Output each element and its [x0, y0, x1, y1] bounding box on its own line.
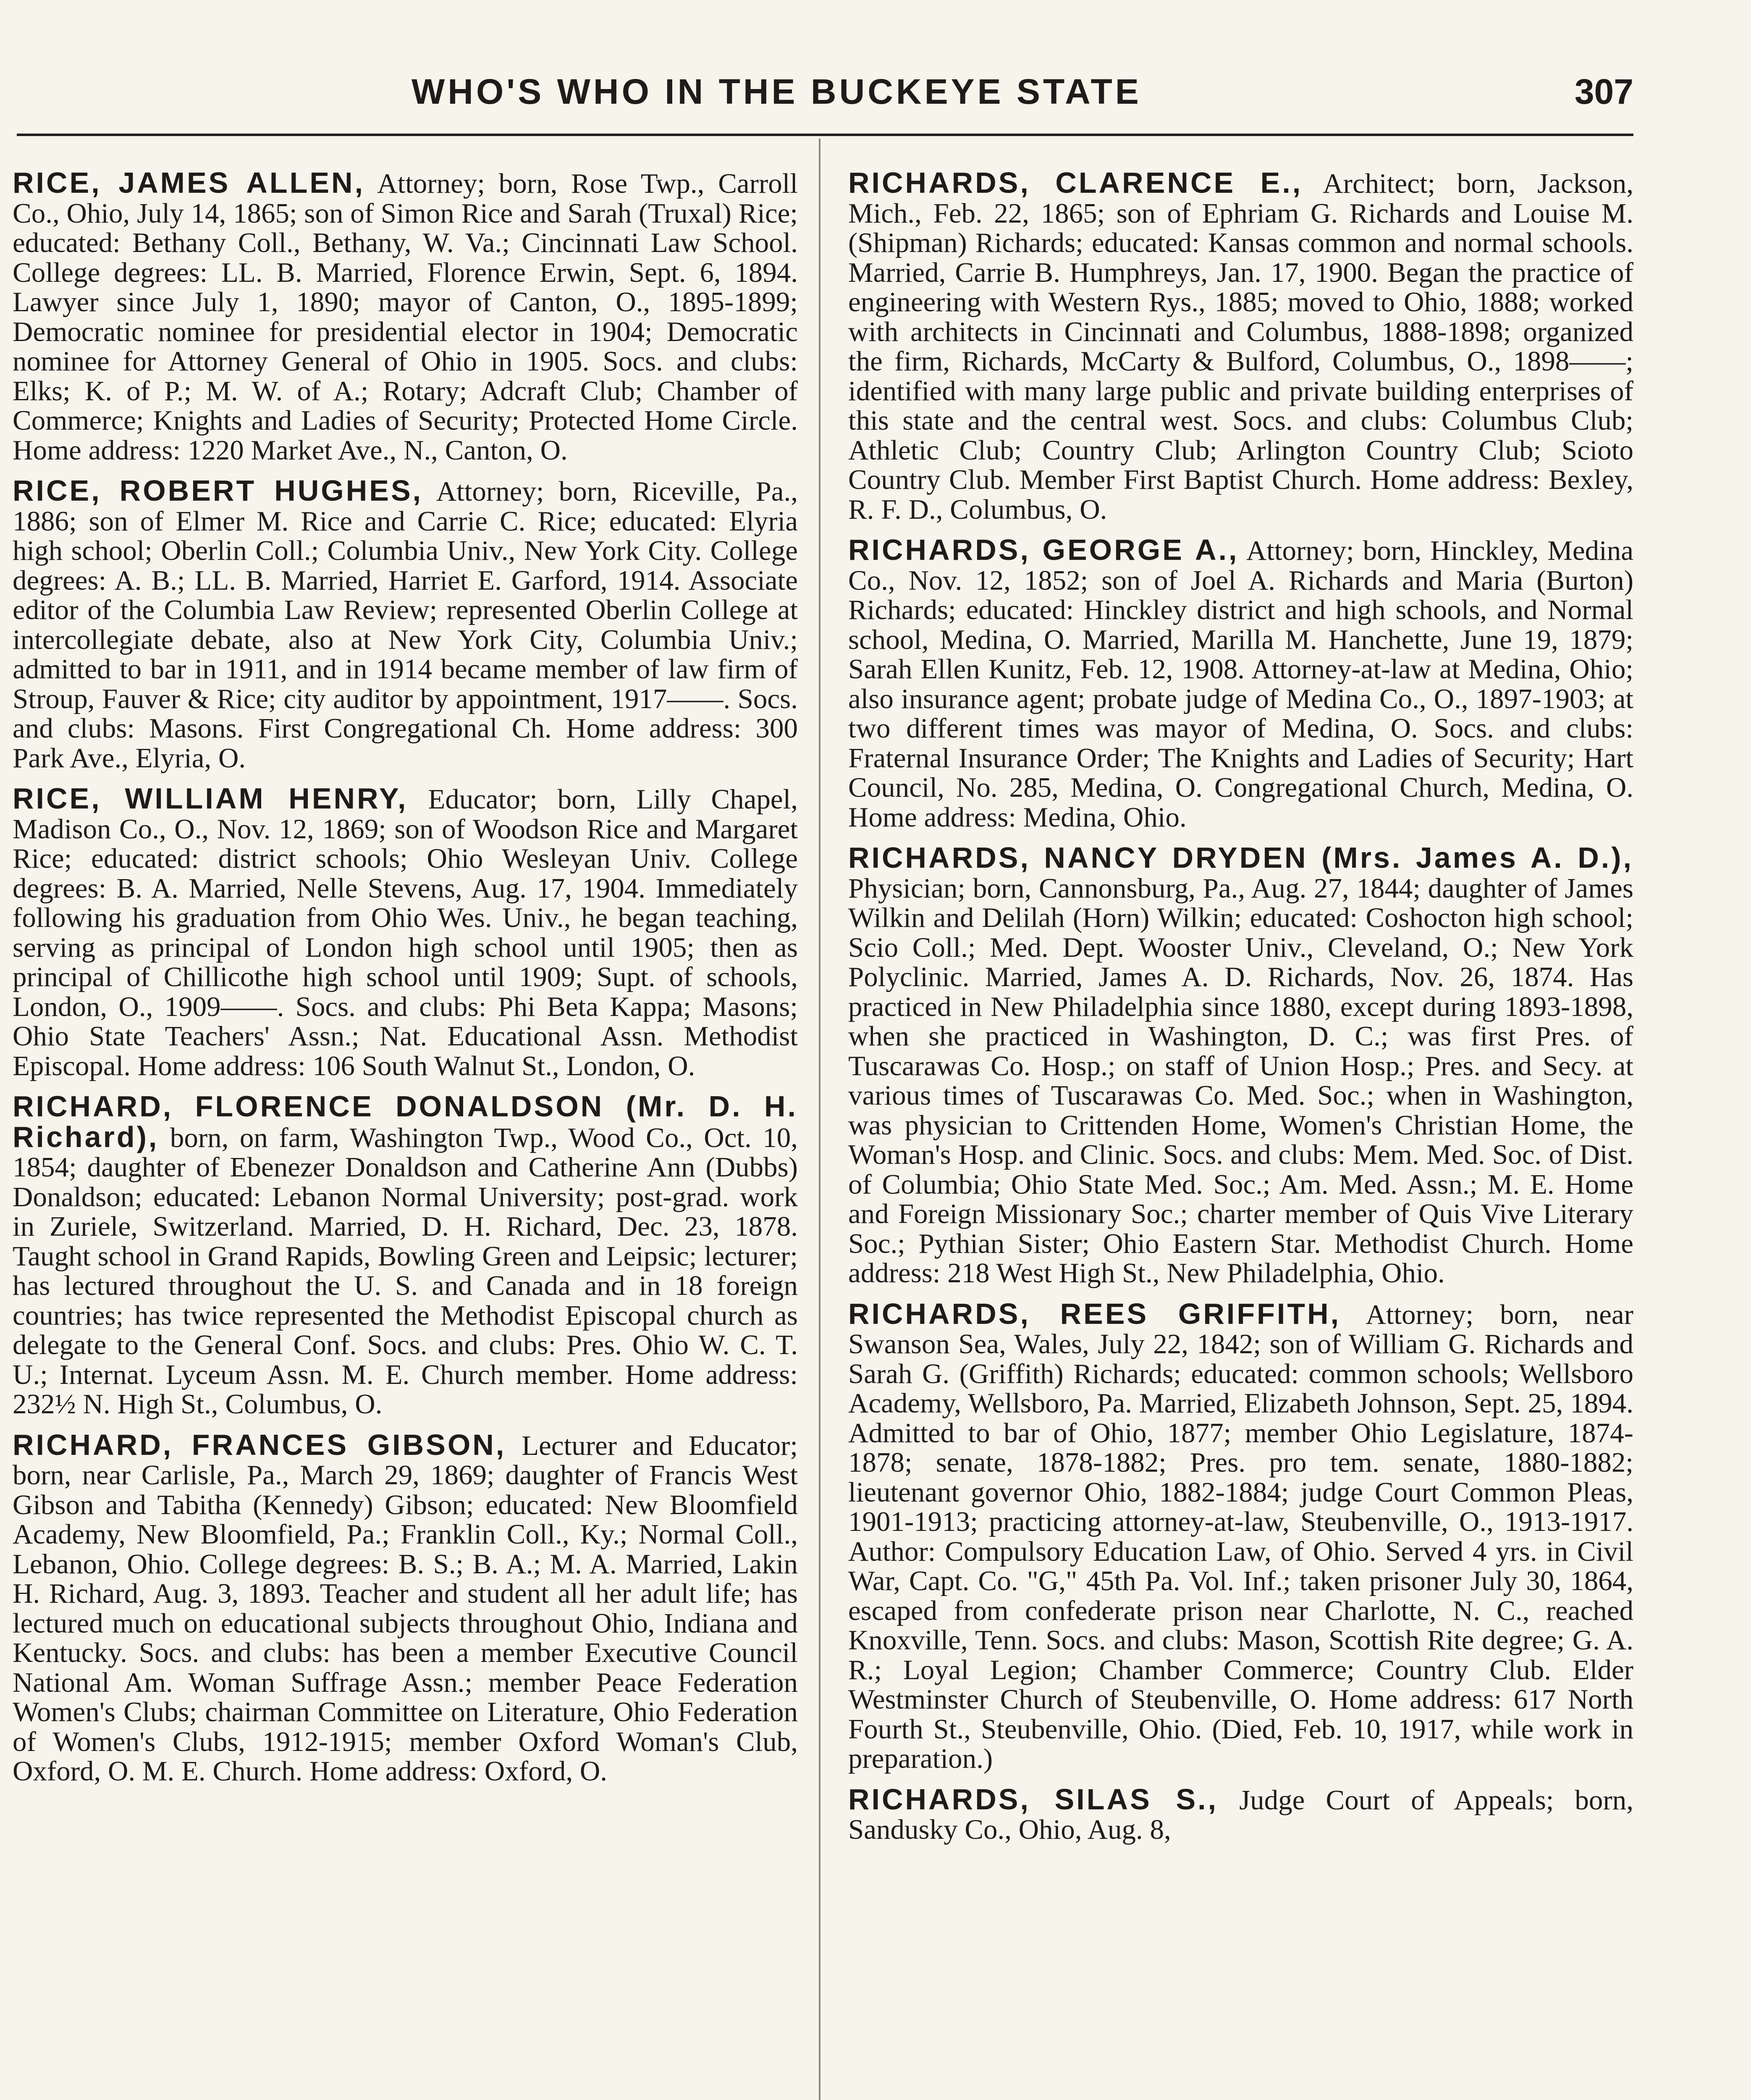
entry-body: Judge Court of Appeals; born, Sandusky Co., Ohio, Aug. 8, [848, 1784, 1633, 1845]
entry-body: Physician; born, Cannonsburg, Pa., Aug. 27, 1844; daughter of James Wilkin and Delilah (Horn) Wilkin; educated: Coshocton high school; Scio Coll.; Med. Dept. Wooster Univ., Cleveland, O.; New York Polyclinic. Married, James A. D. Richards, Nov. 26, 1874. Has practiced in New Philadelphia since 1880, except during 1893-1898, when she practiced in Washington, D. C.; was first Pres. of Tuscarawas Co. Hosp.; on staff of Union Hosp.; Pres. and Secy. at various times of Tuscarawas Co. Med. Soc.; when in Washington, was physician to Crittenden Home, Women's Christian Home, the Woman's Hosp. and Clinic. Socs. and clubs: Mem. Med. Soc. of Dist. of Columbia; Ohio State Med. Soc.; Am. Med. Assn.; M. E. Home and Foreign Missionary Soc.; charter member of Quis Vive Literary Soc.; Pythian Sister; Ohio Eastern Star. Methodist Church. Home address: 218 West High St., New Philadelphia, Ohio. [848, 872, 1633, 1289]
entry-name: RICHARD, FRANCES GIBSON, [13, 1428, 506, 1461]
entry-name: RICHARDS, GEORGE A., [848, 533, 1239, 566]
column-divider [819, 139, 820, 2100]
running-title: WHO'S WHO IN THE BUCKEYE STATE [412, 72, 1142, 111]
biography-entry [848, 535, 1633, 832]
entry-body: Educator; born, Lilly Chapel, Madison Co., O., Nov. 12, 1869; son of Woodson Rice and Margaret Rice; educated: district schools; Ohio Wesleyan Univ. College degrees: B. A. Married, Nelle Stevens, Aug. 17, 1904. Immediately following his graduation from Ohio Wes. Univ., he began teaching, serving as principal of London high school until 1905; then as principal of Chillicothe high school until 1909; Supt. of schools, London, O., 1909——. Socs. and clubs: Phi Beta Kappa; Masons; Ohio State Teachers' Assn.; Nat. Educational Assn. Methodist Episcopal. Home address: 106 South Walnut St., London, O. [13, 784, 798, 1082]
entry-text [13, 1092, 798, 1419]
entry-text [13, 476, 798, 773]
biography-entry [13, 1430, 798, 1786]
entry-name: RICHARDS, SILAS S., [848, 1782, 1219, 1816]
page-header [17, 63, 1633, 126]
right-column [848, 168, 1633, 1856]
entry-text [848, 1782, 1633, 1845]
entry-body: Attorney; born, near Swanson Sea, Wales, July 22, 1842; son of William G. Richards and Sarah G. (Griffith) Richards; educated: common schools; Wellsboro Academy, Wellsboro, Pa. Married, Elizabeth Johnson, Sept. 25, 1894. Admitted to bar of Ohio, 1877; member Ohio Legislature, 1874-1878; senate, 1878-1882; Pres. pro tem. senate, 1880-1882; lieutenant governor Ohio, 1882-1884; judge Court Common Pleas, 1901-1913; practicing attorney-at-law, Steubenville, O., 1913-1917. Author: Compulsory Education Law, of Ohio. Served 4 yrs. in Civil War, Capt. Co. "G," 45th Pa. Vol. Inf.; taken prisoner July 30, 1864, escaped from confederate prison near Charlotte, N. C., reached Knoxville, Tenn. Socs. and clubs: Mason, Scottish Rite degree; G. A. R.; Loyal Legion; Chamber Commerce; Country Club. Elder Westminster Church of Steubenville, O. Home address: 617 North Fourth St., Steubenville, Ohio. (Died, Feb. 10, 1917, while work in preparation.) [848, 1299, 1633, 1774]
biography-entry [848, 1782, 1633, 1845]
entry-body: Attorney; born, Hinckley, Medina Co., Nov. 12, 1852; son of Joel A. Richards and Maria (Burton) Richards; educated: Hinckley district and high schools, and Normal school, Medina, O. Married, Marilla M. Hanchette, June 19, 1879; Sarah Ellen Kunitz, Feb. 12, 1908. Attorney-at-law at Medina, Ohio; also insurance agent; probate judge of Medina Co., O., 1897-1903; at two different times was mayor of Medina, O. Socs. and clubs: Fraternal Insurance Order; The Knights and Ladies of Security; Hart Council, No. 285, Medina, O. Congregational Church, Medina, O. Home address: Medina, Ohio. [848, 535, 1634, 833]
entry-text [848, 1299, 1633, 1774]
entry-name: RICHARDS, CLARENCE E., [848, 166, 1303, 199]
biography-entry [848, 168, 1633, 524]
entry-body: Lecturer and Educator; born, near Carlisle, Pa., March 29, 1869; daughter of Francis West Gibson and Tabitha (Kennedy) Gibson; educated: New Bloomfield Academy, New Bloomfield, Pa.; Franklin Coll., Ky.; Normal Coll., Lebanon, Ohio. College degrees: B. S.; B. A.; M. A. Married, Lakin H. Richard, Aug. 3, 1893. Teacher and student all her adult life; has lectured much on educational subjects throughout Ohio, Indiana and Kentucky. Socs. and clubs: has been a member Executive Council National Am. Woman Suffrage Assn.; member Peace Federation Women's Clubs; chairman Committee on Literature, Ohio Federation of Women's Clubs, 1912-1915; member Oxford Woman's Club, Oxford, O. M. E. Church. Home address: Oxford, O. [13, 1430, 798, 1787]
entry-text [848, 168, 1633, 524]
biography-entry [13, 1092, 798, 1419]
entry-name: RICE, WILLIAM HENRY, [13, 782, 408, 815]
entry-text [13, 784, 798, 1081]
biography-entry [13, 476, 798, 773]
entry-text [848, 535, 1633, 832]
entry-name: RICHARDS, NANCY DRYDEN (Mrs. James A. D.), [848, 841, 1633, 874]
biography-entry [848, 843, 1633, 1288]
entry-name: RICHARDS, REES GRIFFITH, [848, 1297, 1341, 1330]
left-column [13, 168, 798, 1797]
biography-entry [13, 784, 798, 1081]
entry-name: RICE, JAMES ALLEN, [13, 166, 365, 199]
entry-body: Attorney; born, Rose Twp., Carroll Co., Ohio, July 14, 1865; son of Simon Rice and Sarah (Truxal) Rice; educated: Bethany Coll., Bethany, W. Va.; Cincinnati Law School. College degrees: LL. B. Married, Florence Erwin, Sept. 6, 1894. Lawyer since July 1, 1890; mayor of Canton, O., 1895-1899; Democratic nominee for presidential elector in 1904; Democratic nominee for Attorney General of Ohio in 1905. Socs. and clubs: Elks; K. of P.; M. W. of A.; Rotary; Adcraft Club; Chamber of Commerce; Knights and Ladies of Security; Protected Home Circle. Home address: 1220 Market Ave., N., Canton, O. [13, 168, 798, 466]
entry-text [13, 168, 798, 465]
entry-body: Architect; born, Jackson, Mich., Feb. 22, 1865; son of Ephriam G. Richards and Louise M. (Shipman) Richards; educated: Kansas common and normal schools. Married, Carrie B. Humphreys, Jan. 17, 1900. Began the practice of engineering with Western Rys., 1885; moved to Ohio, 1888; worked with architects in Cincinnati and Columbus, 1888-1898; organized the firm, Richards, McCarty & Bulford, Columbus, O., 1898——; identified with many large public and private building enterprises of this state and the central west. Socs. and clubs: Columbus Club; Athletic Club; Country Club; Arlington Country Club; Scioto Country Club. Member First Baptist Church. Home address: Bexley, R. F. D., Columbus, O. [848, 168, 1633, 525]
biography-entry [13, 168, 798, 465]
entry-name: RICHARD, FLORENCE DONALDSON (Mr. D. H. Richard), [13, 1090, 798, 1153]
entry-body: Attorney; born, Riceville, Pa., 1886; son of Elmer M. Rice and Carrie C. Rice; educated: Elyria high school; Oberlin Coll.; Columbia Univ., New York City. College degrees: A. B.; LL. B. Married, Harriet E. Garford, 1914. Associate editor of the Columbia Law Review; represented Oberlin College at intercollegiate debate, also at New York City, Columbia Univ.; admitted to bar in 1911, and in 1914 became member of law firm of Stroup, Fauver & Rice; city auditor by appointment, 1917——. Socs. and clubs: Masons. First Congregational Ch. Home address: 300 Park Ave., Elyria, O. [13, 476, 798, 774]
entry-body: born, on farm, Washington Twp., Wood Co., Oct. 10, 1854; daughter of Ebenezer Donaldson and Catherine Ann (Dubbs) Donaldson; educated: Lebanon Normal University; post-grad. work in Zuriele, Switzerland. Married, D. H. Richard, Dec. 23, 1878. Taught school in Grand Rapids, Bowling Green and Leipsic; lecturer; has lectured throughout the U. S. and Canada and in 18 foreign countries; has twice represented the Methodist Episcopal church as delegate to the General Conf. Socs. and clubs: Pres. Ohio W. C. T. U.; Internat. Lyceum Assn. M. E. Church member. Home address: 232½ N. High St., Columbus, O. [13, 1122, 798, 1420]
entry-text [13, 1430, 798, 1786]
page-number: 307 [1574, 72, 1633, 111]
header-rule [17, 134, 1633, 136]
entry-name: RICE, ROBERT HUGHES, [13, 474, 423, 507]
biography-entry [848, 1299, 1633, 1774]
entry-text [848, 843, 1633, 1288]
